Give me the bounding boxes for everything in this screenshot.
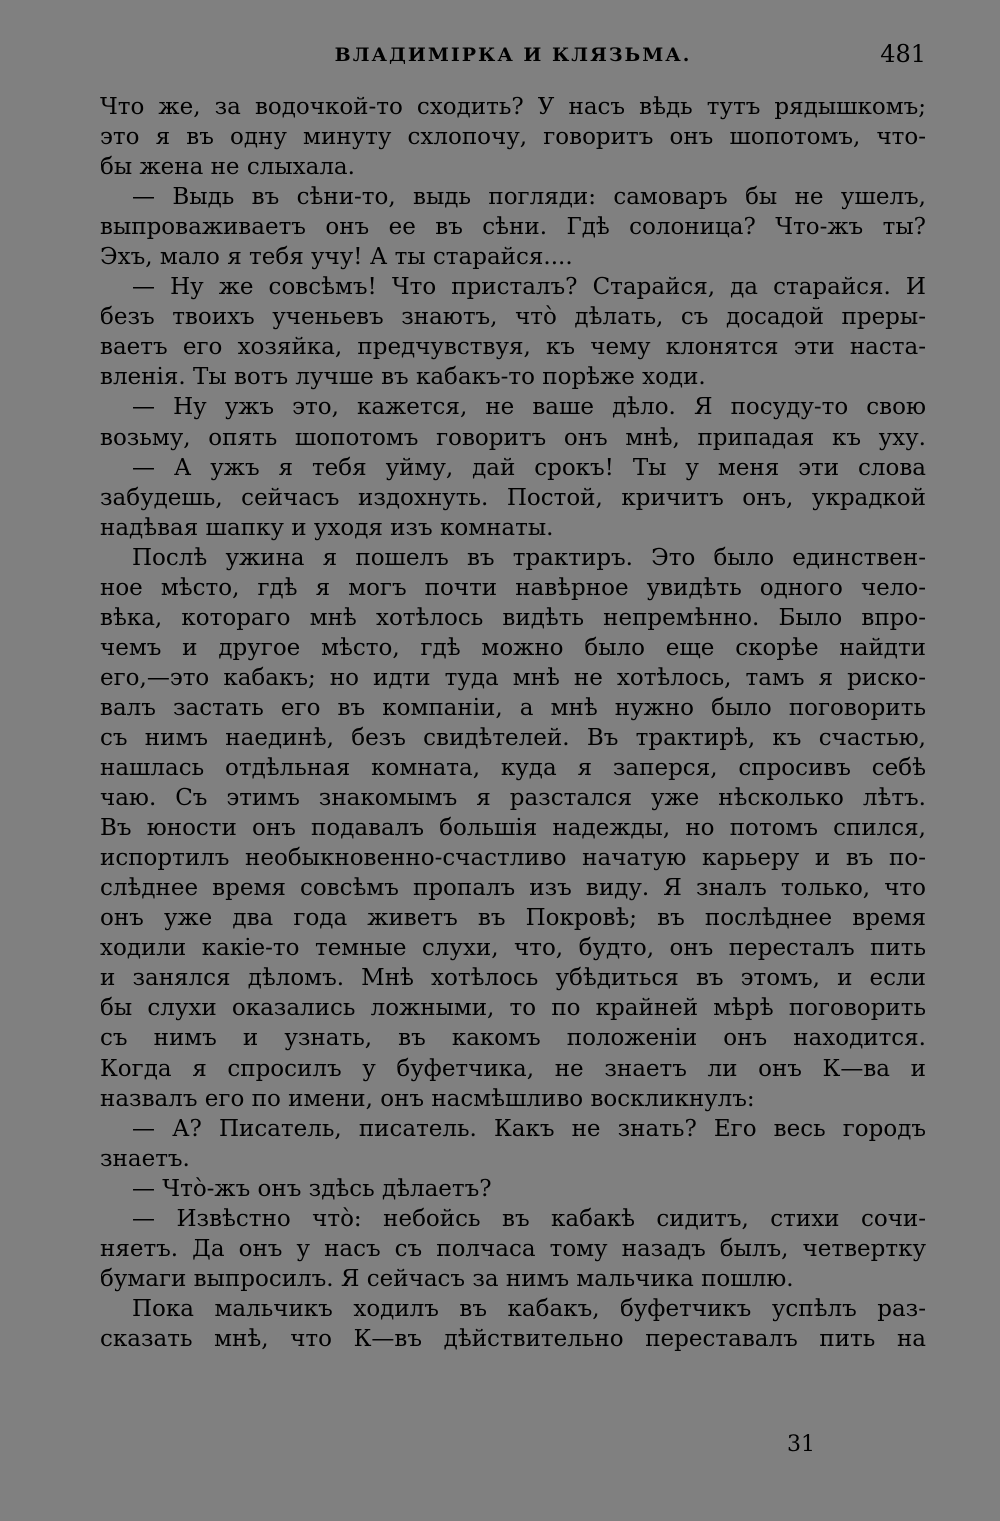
text-line: ходили какіе-то темные слухи, что, будто, онъ пересталъ пить <box>100 935 926 962</box>
text-line: бы слухи оказались ложными, то по крайней мѣрѣ поговорить <box>100 995 926 1022</box>
text-line: его,—это кабакъ; но идти туда мнѣ не хотѣлось, тамъ я риско- <box>100 664 926 691</box>
text-line: Эхъ, мало я тебя учу! А ты старайся.... <box>100 244 573 271</box>
text-line: Послѣ ужина я пошелъ въ трактиръ. Это было единствен- <box>132 544 926 571</box>
page-number: 481 <box>880 40 926 68</box>
text-line: — Ну же совсѣмъ! Что присталъ? Старайся, да старайся. И <box>132 274 926 301</box>
text-line: съ нимъ и узнать, въ какомъ положеніи онъ находится. <box>100 1025 926 1052</box>
text-line: — Ну ужъ это, кажется, не ваше дѣло. Я посуду-то свою <box>132 394 926 421</box>
body-text <box>100 92 926 1354</box>
text-line: нашлась отдѣльная комната, куда я заперся, спросивъ себѣ <box>100 755 926 782</box>
text-line: бумаги выпросилъ. Я сейчасъ за нимъ мальчика пошлю. <box>100 1265 794 1292</box>
text-line: выпроваживаетъ онъ ее въ сѣни. Гдѣ солоница? Что-жъ ты? <box>100 214 926 241</box>
page-header <box>100 38 926 78</box>
text-line: — Извѣстно что̀: небойсь въ кабакѣ сидитъ, стихи сочи- <box>132 1205 926 1232</box>
text-line: чемъ и другое мѣсто, гдѣ можно было еще скорѣе найдти <box>100 634 926 661</box>
text-line: — А ужъ я тебя уйму, дай срокъ! Ты у меня эти слова <box>132 454 926 481</box>
text-line: няетъ. Да онъ у насъ съ полчаса тому назадъ былъ, четвертку <box>100 1235 926 1262</box>
text-line: Въ юности онъ подавалъ большія надежды, но потомъ спился, <box>100 815 926 842</box>
text-line: знаетъ. <box>100 1145 190 1172</box>
text-line: — А? Писатель, писатель. Какъ не знать? Его весь городъ <box>132 1115 926 1142</box>
text-line: сказать мнѣ, что К—въ дѣйствительно переставалъ пить на <box>100 1325 926 1352</box>
text-line: онъ уже два года живетъ въ Покровѣ; въ послѣднее время <box>100 905 926 932</box>
running-title: ВЛАДИМІРКА И КЛЯЗЬМА. <box>334 44 692 66</box>
text-line: ваетъ его хозяйка, предчувствуя, къ чему клонятся эти наста- <box>100 334 926 361</box>
text-line: испортилъ необыкновенно-счастливо начатую карьеру и въ по- <box>100 845 926 872</box>
text-line: назвалъ его по имени, онъ насмѣшливо воскликнулъ: <box>100 1085 755 1112</box>
text-line: ное мѣсто, гдѣ я могъ почти навѣрное увидѣть одного чело- <box>100 574 926 601</box>
text-line: валъ застать его въ компаніи, а мнѣ нужно было поговорить <box>100 694 926 721</box>
text-line: это я въ одну минуту схлопочу, говоритъ онъ шопотомъ, что- <box>100 124 926 151</box>
text-line: возьму, опять шопотомъ говоритъ онъ мнѣ, припадая къ уху. <box>100 424 926 451</box>
text-line: — Выдь въ сѣни-то, выдь погляди: самоваръ бы не ушелъ, <box>132 184 926 211</box>
text-line: Что же, за водочкой-то сходить? У насъ вѣдь тутъ рядышкомъ; <box>100 94 926 120</box>
text-line: чаю. Съ этимъ знакомымъ я разстался уже нѣсколько лѣтъ. <box>100 785 926 812</box>
text-line: съ нимъ наединѣ, безъ свидѣтелей. Въ трактирѣ, къ счастью, <box>100 724 926 751</box>
text-line: и занялся дѣломъ. Мнѣ хотѣлось убѣдиться въ этомъ, и если <box>100 965 926 992</box>
text-line: вленія. Ты вотъ лучше въ кабакъ-то порѣже ходи. <box>100 364 706 391</box>
text-line: забудешь, сейчасъ издохнуть. Постой, кричитъ онъ, украдкой <box>100 484 926 511</box>
text-line: слѣднее время совсѣмъ пропалъ изъ виду. Я зналъ только, что <box>100 875 926 902</box>
text-line: безъ твоихъ ученьевъ знаютъ, что̀ дѣлать, съ досадой преры- <box>100 304 926 331</box>
text-line: вѣка, котораго мнѣ хотѣлось видѣть непремѣнно. Было впро- <box>100 604 926 631</box>
text-line: Пока мальчикъ ходилъ въ кабакъ, буфетчикъ успѣлъ раз- <box>132 1295 926 1322</box>
text-line: Когда я спросилъ у буфетчика, не знаетъ ли онъ К—ва и <box>100 1055 926 1082</box>
text-line: бы жена не слыхала. <box>100 154 355 181</box>
signature-mark: 31 <box>787 1432 815 1457</box>
text-line: — Что̀-жъ онъ здѣсь дѣлаетъ? <box>132 1175 492 1202</box>
text-line: надѣвая шапку и уходя изъ комнаты. <box>100 514 554 541</box>
